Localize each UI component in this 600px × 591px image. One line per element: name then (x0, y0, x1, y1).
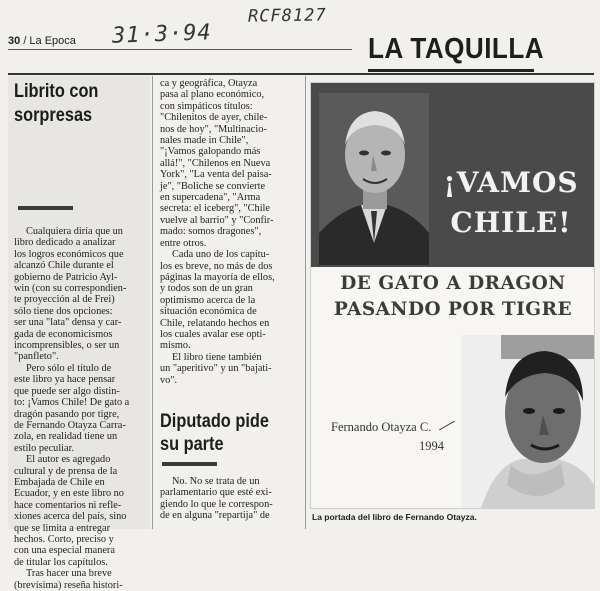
headline-line: su parte (160, 434, 224, 455)
article-text-line: gobierno de Patricio Ayl- (14, 271, 118, 283)
article-text-line: nales made in Chile", (160, 135, 249, 147)
article-text-line: allá!", "Chilenos en Nueva (160, 157, 271, 169)
photo-caption: La portada del libro de Fernando Otayza. (312, 512, 477, 522)
article-text-line: Tras hacer una breve (26, 568, 112, 580)
article-text-line: situación económica de (160, 306, 257, 318)
article-text-line: estilo peculiar. (14, 442, 75, 454)
article-text-line: "Chilenitos de ayer, chile- (160, 112, 268, 124)
article-text-line: los logros económicos que (14, 248, 124, 260)
article-text-line: hace comentarios ni refle- (14, 499, 122, 511)
article-text-line: este libro ya hace pensar (14, 374, 116, 386)
article-text-line: dragón pasando por tigre, (14, 408, 120, 420)
article-text-line: un "aperitivo" y un "bajati- (160, 363, 272, 375)
article-text-line: con simpáticos títulos: (160, 100, 253, 112)
handwritten-date: 31·3·94 (111, 20, 213, 49)
article-text-line: los cuales avalar ese opti- (160, 328, 266, 340)
article-text-line: de titular los capítulos. (14, 556, 108, 568)
book-title-line: ¡VAMOS (443, 166, 579, 199)
headline-line: Diputado pide (160, 411, 269, 432)
article-text-line: "¡Vamos galopando más (160, 146, 261, 158)
article-text-line: hechos. Corto, preciso y (14, 533, 114, 545)
book-subtitle (317, 271, 589, 323)
article-text-line: alcanzó Chile durante el (14, 260, 114, 272)
article-text-line: con una especial manera (14, 545, 115, 557)
article-text-line: y todos son de un gran (160, 283, 253, 295)
article-text-line: ser una "lata" densa y car- (14, 317, 122, 329)
book-subtitle-line: DE GATO A DRAGON (340, 273, 566, 294)
article-text-line: de Fernando Otayza Carra- (14, 419, 126, 431)
article-text-line: El autor es agregado (26, 454, 111, 466)
article-text-line: secreta: el iceberg", "Chile (160, 203, 270, 215)
article-text-line: je", "Boliche se convierte (160, 180, 266, 192)
article-text-line: El libro tiene también (172, 351, 262, 363)
article-text-line: Embajada de Chile en (14, 476, 105, 488)
article-text-line: páginas la mayoría de ellos, (160, 271, 275, 283)
article-text-line: No. No se trata de un (172, 476, 260, 487)
headline-line: sorpresas (14, 105, 93, 126)
article-text-line: sólo tiene dos opciones: (14, 305, 113, 317)
article-text-line: giendo lo que le correspon- (160, 498, 273, 510)
article-text-line: Cada uno de los capítu- (172, 249, 270, 261)
article-text-line: nos de hoy", "Multinacio- (160, 123, 267, 135)
article-text-line: en supercadena", "Arma (160, 192, 261, 204)
article-body-column-1 (14, 226, 148, 591)
article-text-line: mado: somos dragones", (160, 226, 262, 238)
article-text-line: pasa al plano económico, (160, 89, 265, 101)
article-text-line: Ecuador, y en este libro no (14, 488, 124, 500)
article-text-line: Cualquiera diría que un (26, 226, 123, 237)
article-text-line: to: ¡Vamos Chile! De gato a (14, 397, 130, 409)
page-number: 30 (8, 35, 21, 47)
article-text-line: zola, en realidad tiene un (14, 431, 118, 443)
article-text-line: win (con su correspondien- (14, 283, 127, 295)
article-text-line: incomprensibles, o ser un (14, 340, 120, 352)
author-portrait-photo (319, 93, 429, 265)
article-text-line: ca y geográfica, Otayza (160, 78, 258, 89)
second-portrait-photo (461, 335, 594, 508)
article-text-line: cultural y de prensa de la (14, 465, 118, 477)
headline-accent-bar (162, 462, 217, 466)
article-text-line: xiones acerca del país, sino (14, 511, 127, 523)
headline-accent-bar (18, 206, 73, 210)
article-headline (14, 80, 126, 128)
column-rule (152, 76, 153, 529)
article-text-line: libro dedicado a analizar (14, 237, 116, 249)
headline-line: Librito con (14, 81, 99, 102)
book-year: 1994 (419, 439, 444, 453)
article-column-1 (8, 76, 150, 591)
article-text-line: de en alguna "repartija" de (160, 510, 270, 522)
book-title (431, 163, 591, 243)
second-article-headline (160, 410, 280, 456)
article-text-line: optimismo acerca de la (160, 294, 256, 306)
article-text-line: (brevísima) reseña histori- (14, 579, 123, 591)
section-title: LA TAQUILLA (368, 33, 545, 65)
signature-stroke (439, 421, 455, 431)
article-text-line: "panfleto". (14, 351, 59, 363)
second-article-body (160, 476, 306, 522)
page-reference (8, 35, 76, 47)
article-text-line: York", "La venta del paisa- (160, 169, 272, 181)
article-text-line: vuelve al barrio" y "Confir- (160, 214, 274, 226)
book-title-line: CHILE! (450, 206, 572, 239)
page-divider (8, 73, 594, 75)
publication-name: / La Epoca (23, 35, 76, 47)
book-author: Fernando Otayza C. (331, 420, 432, 434)
article-text-line: parlamentario que esté exi- (160, 487, 272, 499)
article-text-line: Chile, relatando hechos en (160, 317, 270, 329)
article-text-line: los es breve, no más de dos (160, 260, 273, 272)
article-text-line: vo". (160, 374, 178, 386)
header-rule (8, 49, 352, 50)
article-text-line: te proyección al de Frei) (14, 294, 115, 306)
column-rule (305, 76, 306, 529)
section-title-underline (368, 69, 534, 72)
book-subtitle-line: PASANDO POR TIGRE (333, 299, 573, 320)
article-text-line: gada de economicismos (14, 328, 113, 340)
article-text-line: que puede ser algo distin- (14, 385, 120, 397)
article-text-line: que se limita a entregar (14, 522, 111, 534)
book-cover-image (310, 82, 595, 509)
handwritten-archive-code: RCF8127 (247, 5, 327, 27)
article-text-line: mismo. (160, 340, 191, 352)
article-text-line: Pero sólo el título de (26, 362, 112, 374)
article-body-column-2 (160, 78, 306, 386)
article-text-line: entre otros. (160, 237, 207, 249)
